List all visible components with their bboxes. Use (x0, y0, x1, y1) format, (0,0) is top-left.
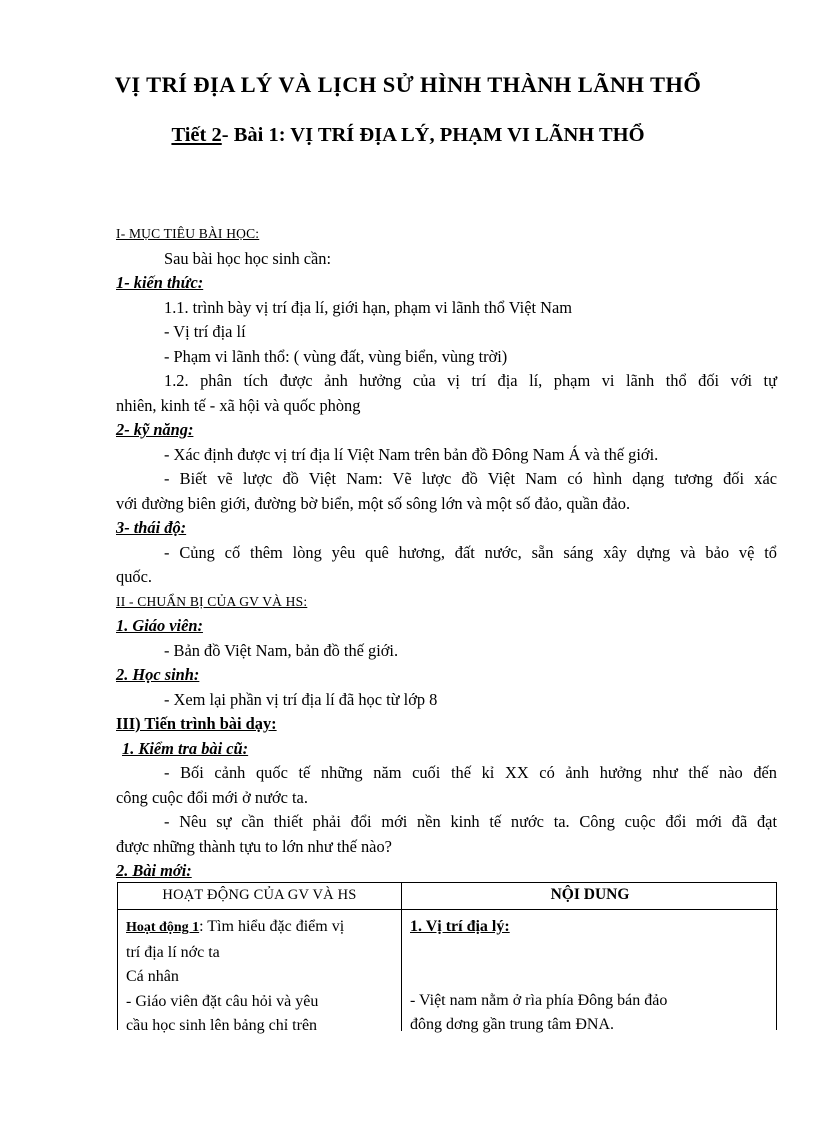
activity-title-b: trí địa lí nớc ta (126, 943, 220, 961)
table-cell-activities (126, 915, 394, 1039)
knowledge-item-12-line2: nhiên, kinh tế - xã hội và quốc phòng (116, 395, 361, 415)
review-question-2-line2: được những thành tựu to lớn như thế nào? (116, 836, 392, 856)
review-question-1-line1: - Bối cảnh quốc tế những năm cuối thế kỉ XX có ảnh hưởng như thế nào đến (164, 763, 777, 782)
activity-label: Hoạt động 1 (126, 920, 200, 935)
preparation-heading: II - CHUẨN BỊ CỦA GV VÀ HS: (116, 593, 308, 609)
review-heading: 1. Kiểm tra bài cũ: (122, 738, 249, 758)
skills-item: - Xác định được vị trí địa lí Việt Nam trên bản đồ Đông Nam Á và thế giới. (164, 444, 659, 464)
content-heading: 1. Vị trí địa lý: (410, 918, 510, 935)
knowledge-heading: 1- kiến thức: (116, 273, 204, 292)
content-line2: đông dơng gần trung tâm ĐNA. (410, 1016, 614, 1033)
student-heading: 2. Học sinh: (116, 665, 200, 684)
teacher-item: - Bản đồ Việt Nam, bản đồ thế giới. (164, 640, 399, 660)
attitude-line2: quốc. (116, 567, 152, 586)
knowledge-item: - Phạm vi lãnh thổ: ( vùng đất, vùng biển, vùng trời) (164, 346, 508, 366)
skills-item-line2: với đường biên giới, đường bờ biển, một số sông lớn và một số đảo, quần đảo. (116, 493, 631, 513)
lesson-body (116, 222, 777, 884)
table-header-activities: HOẠT ĐỘNG CỦA GV VÀ HS (162, 887, 357, 903)
lesson-period: Tiết 2 (171, 124, 222, 146)
procedure-heading: III) Tiến trình bài dạy: (116, 714, 277, 733)
lesson-table (117, 882, 777, 1034)
teacher-heading: 1. Giáo viên: (116, 616, 203, 635)
table-cell-content (410, 915, 770, 1038)
table-column-divider (401, 883, 402, 1031)
attitude-heading: 3- thái độ: (116, 518, 187, 537)
review-question-1-line2: công cuộc đổi mới ở nước ta. (116, 787, 308, 807)
student-item: - Xem lại phần vị trí địa lí đã học từ lớp 8 (164, 689, 438, 709)
lesson-name: - Bài 1: VỊ TRÍ ĐỊA LÝ, PHẠM VI LÃNH THỔ (221, 124, 645, 146)
knowledge-item-12-line1: 1.2. phân tích được ảnh hưởng của vị trí địa lí, phạm vi lãnh thổ đối với tự (164, 371, 777, 390)
review-question-2-line1: - Nêu sự cần thiết phải đổi mới nền kinh tế nước ta. Công cuộc đổi mới đã đạt (164, 812, 777, 831)
table-header-divider (118, 909, 778, 910)
activity-title (126, 915, 394, 941)
skills-item-line1: - Biết vẽ lược đồ Việt Nam: Vẽ lược đồ Việt Nam có hình dạng tương đối xác (164, 469, 777, 488)
new-lesson-heading: 2. Bài mới: (116, 861, 192, 880)
document-title: VỊ TRÍ ĐỊA LÝ VÀ LỊCH SỬ HÌNH THÀNH LÃNH THỔ (114, 72, 702, 97)
table-header-content: NỘI DUNG (550, 886, 630, 903)
lesson-subtitle (0, 124, 816, 147)
content-line1: - Việt nam nằm ở rìa phía Đông bán đảo (410, 991, 668, 1009)
content-spacer (410, 940, 770, 989)
teacher-action-line1: - Giáo viên đặt câu hỏi và yêu (126, 992, 319, 1010)
knowledge-item: - Vị trí địa lí (164, 322, 246, 341)
knowledge-item: 1.1. trình bày vị trí địa lí, giới hạn, phạm vi lãnh thổ Việt Nam (164, 297, 572, 317)
teacher-action-line2: cầu học sinh lên bảng chỉ trên (126, 1017, 318, 1034)
attitude-line1: - Củng cố thêm lòng yêu quê hương, đất nước, sẵn sáng xây dựng và bảo vệ tổ (164, 542, 777, 562)
activity-title-a: : Tìm hiểu đặc điểm vị (199, 918, 345, 935)
skills-heading: 2- kỹ năng: (116, 420, 194, 439)
objectives-intro: Sau bài học học sinh cần: (164, 248, 332, 268)
activity-mode: Cá nhân (126, 968, 179, 985)
objectives-heading: I- MỤC TIÊU BÀI HỌC: (116, 226, 260, 241)
